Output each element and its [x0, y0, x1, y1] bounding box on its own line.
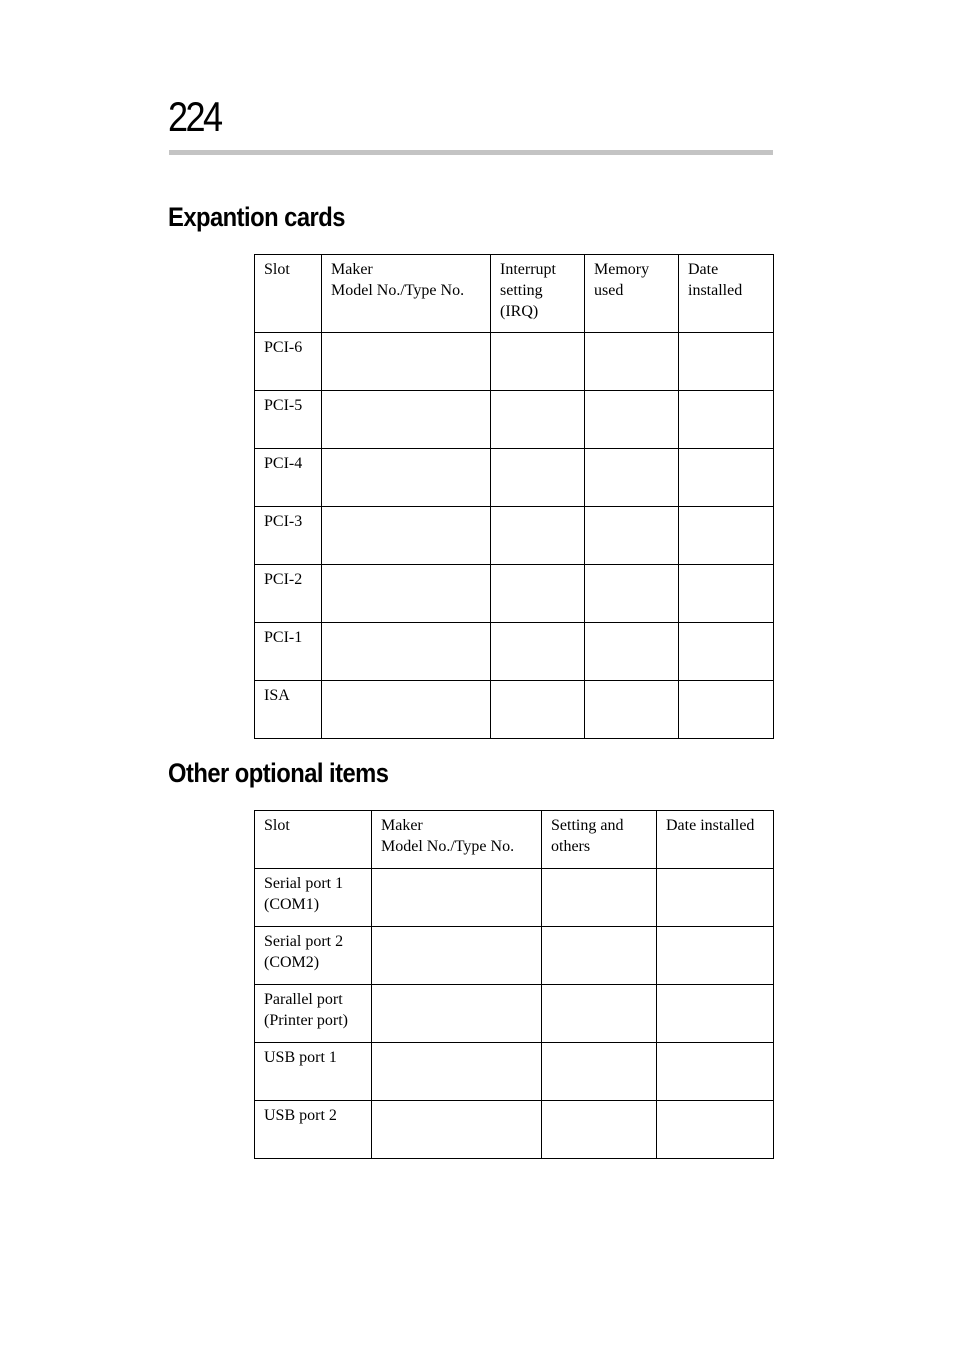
- setting-cell: [542, 985, 657, 1043]
- table-header-row: [255, 255, 774, 333]
- other-optional-items-table: [254, 810, 774, 1159]
- column-header-date: Date installed: [679, 255, 774, 333]
- date-cell: [657, 927, 774, 985]
- table-row: [255, 449, 774, 507]
- table-row: [255, 391, 774, 449]
- interrupt-cell: [491, 623, 585, 681]
- table-row: [255, 869, 774, 927]
- maker-cell: [372, 927, 542, 985]
- slot-cell: PCI-2: [255, 565, 322, 623]
- maker-cell: [322, 333, 491, 391]
- maker-cell: [322, 449, 491, 507]
- memory-cell: [585, 449, 679, 507]
- memory-cell: [585, 565, 679, 623]
- slot-cell: Serial port 2 (COM2): [255, 927, 372, 985]
- column-header-slot: Slot: [255, 255, 322, 333]
- table-row: [255, 1101, 774, 1159]
- slot-cell: PCI-1: [255, 623, 322, 681]
- column-header-slot: Slot: [255, 811, 372, 869]
- interrupt-cell: [491, 333, 585, 391]
- date-cell: [657, 1043, 774, 1101]
- setting-cell: [542, 1101, 657, 1159]
- date-cell: [679, 449, 774, 507]
- date-cell: [679, 391, 774, 449]
- interrupt-cell: [491, 681, 585, 739]
- column-header-maker: Maker Model No./Type No.: [372, 811, 542, 869]
- slot-cell: PCI-5: [255, 391, 322, 449]
- date-cell: [657, 985, 774, 1043]
- table-row: [255, 927, 774, 985]
- maker-cell: [372, 869, 542, 927]
- expansion-cards-table: [254, 254, 774, 739]
- table-row: [255, 681, 774, 739]
- slot-cell: Serial port 1 (COM1): [255, 869, 372, 927]
- table-row: [255, 985, 774, 1043]
- date-cell: [679, 507, 774, 565]
- table-header-row: [255, 811, 774, 869]
- memory-cell: [585, 623, 679, 681]
- section-title-expansion-cards: Expantion cards: [168, 202, 345, 232]
- memory-cell: [585, 507, 679, 565]
- interrupt-cell: [491, 565, 585, 623]
- table-row: [255, 565, 774, 623]
- interrupt-cell: [491, 449, 585, 507]
- interrupt-cell: [491, 391, 585, 449]
- date-cell: [679, 681, 774, 739]
- interrupt-cell: [491, 507, 585, 565]
- maker-cell: [322, 623, 491, 681]
- maker-cell: [372, 985, 542, 1043]
- column-header-memory: Memory used: [585, 255, 679, 333]
- column-header-maker: Maker Model No./Type No.: [322, 255, 491, 333]
- date-cell: [657, 1101, 774, 1159]
- date-cell: [679, 565, 774, 623]
- date-cell: [679, 333, 774, 391]
- memory-cell: [585, 681, 679, 739]
- slot-cell: PCI-6: [255, 333, 322, 391]
- maker-cell: [322, 391, 491, 449]
- page-number: 224: [168, 93, 221, 140]
- setting-cell: [542, 1043, 657, 1101]
- column-header-interrupt: Interrupt setting (IRQ): [491, 255, 585, 333]
- date-cell: [679, 623, 774, 681]
- maker-cell: [322, 565, 491, 623]
- column-header-date: Date installed: [657, 811, 774, 869]
- maker-cell: [322, 681, 491, 739]
- setting-cell: [542, 869, 657, 927]
- section-title-other-optional-items: Other optional items: [168, 758, 389, 788]
- maker-cell: [322, 507, 491, 565]
- memory-cell: [585, 391, 679, 449]
- slot-cell: USB port 2: [255, 1101, 372, 1159]
- maker-cell: [372, 1101, 542, 1159]
- maker-cell: [372, 1043, 542, 1101]
- date-cell: [657, 869, 774, 927]
- slot-cell: ISA: [255, 681, 322, 739]
- slot-cell: Parallel port (Printer port): [255, 985, 372, 1043]
- table-row: [255, 507, 774, 565]
- header-rule: [169, 150, 773, 155]
- setting-cell: [542, 927, 657, 985]
- table-row: [255, 1043, 774, 1101]
- slot-cell: PCI-3: [255, 507, 322, 565]
- slot-cell: PCI-4: [255, 449, 322, 507]
- slot-cell: USB port 1: [255, 1043, 372, 1101]
- column-header-setting: Setting and others: [542, 811, 657, 869]
- table-row: [255, 333, 774, 391]
- memory-cell: [585, 333, 679, 391]
- table-row: [255, 623, 774, 681]
